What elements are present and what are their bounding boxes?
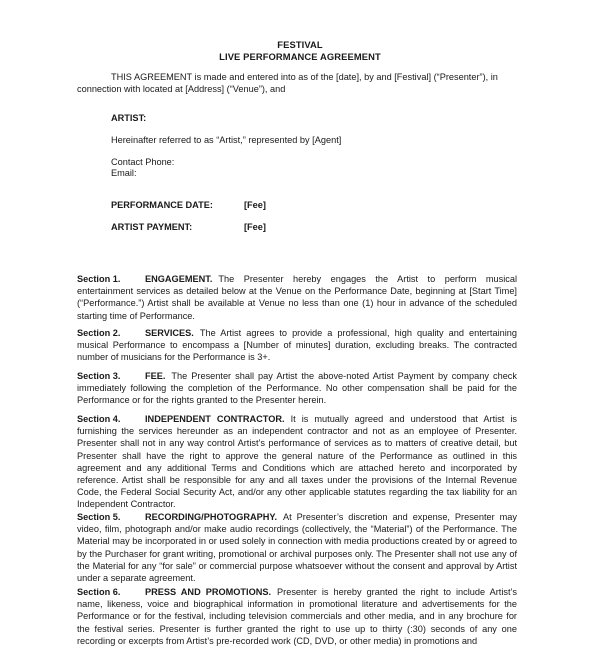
section-number: Section 4.	[77, 414, 121, 424]
section-body: The Artist agrees to provide a professional, high quality and entertaining musical Performance to encompass a [Number of minutes] duration, excluding breaks. The contracted number of musicians for the Performance is 3+.	[77, 328, 517, 363]
intro-paragraph: THIS AGREEMENT is made and entered into as of the [date], by and [Festival] (“Presenter”), in connection with located at [Address] (“Venue”), and	[77, 72, 498, 95]
contact-phone-label: Contact Phone:	[111, 157, 175, 167]
section-fee	[77, 370, 517, 407]
section-body: Presenter is hereby granted the right to include Artist’s name, likeness, voice and biographical information in promotional literature and advertisements for the Performance or for the festival, including television commercials and other media, and in any brochure for the festival series. Presenter is further granted the right to use up to thirty (:30) seconds of any one recording or excerpts from Artist’s pre-recorded work (CD, DVD, or other media) in promotions and	[77, 587, 517, 646]
section-body: The Presenter shall pay Artist the above-noted Artist Payment by company check immediately following the completion of the Performance. No other compensation shall be paid for the Performance or for the rights granted to the Presenter herein.	[77, 371, 517, 406]
section-heading: ENGAGEMENT.	[145, 274, 213, 284]
artist-heading: ARTIST:	[111, 113, 147, 123]
artist-payment-value: [Fee]	[244, 222, 266, 232]
document-title-agreement: LIVE PERFORMANCE AGREEMENT	[219, 51, 381, 62]
section-number: Section 5.	[77, 512, 121, 522]
section-engagement	[77, 273, 517, 322]
section-number: Section 3.	[77, 371, 121, 381]
document-title-festival: FESTIVAL	[277, 39, 323, 50]
performance-date-value: [Fee]	[244, 200, 266, 210]
section-heading: RECORDING/PHOTOGRAPHY.	[145, 512, 278, 522]
section-body: At Presenter’s discretion and expense, Presenter may video, film, photograph and/or make audio recordings (collectively, the “Material”) of the Performance. The Material may be incorporated in or used solely in connection with media productions created by or agreed to by the Purchaser for grant writing, promotional or archival purposes only. The Presenter shall not use any of the Material for any “for sale” or commercial purpose whatsoever without the consent and approval by Artist under a separate agreement.	[77, 512, 517, 584]
section-heading: PRESS AND PROMOTIONS.	[145, 587, 272, 597]
section-number: Section 1.	[77, 274, 121, 284]
section-independent-contractor	[77, 413, 517, 511]
artist-representation: Hereinafter referred to as “Artist,” represented by [Agent]	[111, 135, 342, 145]
section-body: It is mutually agreed and understood that Artist is furnishing the services hereunder as an independent contractor and not as an employee of Presenter. Presenter shall not in any way control Artist’s performance of services as to matters of creative detail, but Presenter shall have the right to approve the general nature of the Performance as outlined in this agreement and any additional Terms and Conditions which are attached hereto and incorporated by reference. Artist shall be responsible for any and all taxes under the provisions of the Internal Revenue Code, the Federal Social Security Act, and/or any other applicable statutes regarding the tax liability for an Independent Contractor.	[77, 414, 517, 510]
section-number: Section 6.	[77, 587, 121, 597]
section-number: Section 2.	[77, 328, 121, 338]
section-heading: FEE.	[145, 371, 166, 381]
section-heading: INDEPENDENT CONTRACTOR.	[145, 414, 285, 424]
section-services	[77, 327, 517, 364]
section-recording-photography	[77, 511, 517, 584]
artist-payment-label: ARTIST PAYMENT:	[111, 222, 193, 232]
performance-date-label: PERFORMANCE DATE:	[111, 200, 213, 210]
section-press-promotions	[77, 586, 517, 647]
email-label: Email:	[111, 168, 137, 178]
section-heading: SERVICES.	[145, 328, 194, 338]
section-body: The Presenter hereby engages the Artist to perform musical entertainment services as detailed below at the Venue on the Performance Date, beginning at [Start Time] (“Performance.”) Artist shall be available at Venue no less than one (1) hour in advance of the scheduled starting time of Performance.	[77, 274, 517, 321]
